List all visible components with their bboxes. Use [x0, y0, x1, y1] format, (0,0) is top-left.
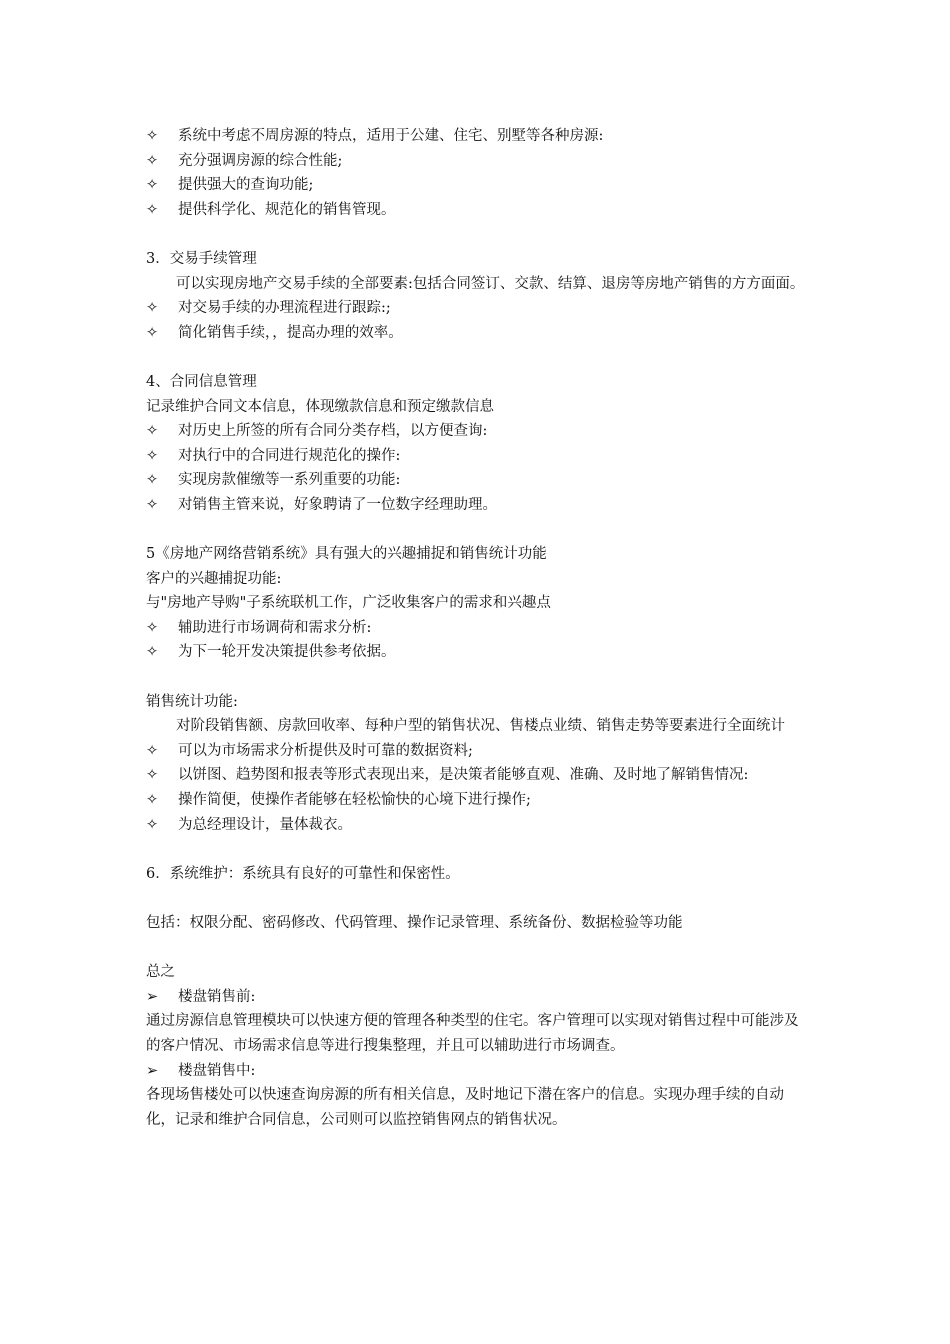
list-item — [146, 419, 810, 444]
diamond-bullet-icon: ✧ — [146, 324, 159, 341]
summary-heading: 总之 — [146, 964, 175, 981]
diamond-bullet-icon: ✧ — [146, 152, 159, 169]
list-item-text: 对交易手续的办理流程进行跟踪:; — [178, 300, 391, 317]
diamond-bullet-icon: ✧ — [146, 496, 159, 513]
diamond-bullet-icon: ✧ — [146, 644, 159, 661]
list-item — [146, 296, 810, 321]
document-page — [146, 124, 810, 1132]
list-item — [146, 493, 810, 518]
list-item — [146, 468, 810, 493]
section-6-paragraph: 包括：权限分配、密码修改、代码管理、操作记录管理、系统备份、数据检验等功能 — [146, 915, 683, 931]
list-item — [146, 813, 810, 838]
diamond-bullet-icon: ✧ — [146, 816, 159, 833]
diamond-bullet-icon: ✧ — [146, 619, 159, 636]
list-item-text: 简化销售手续，，提高办理的效率。 — [178, 324, 403, 341]
list-item-text: 系统中考虑不周房源的特点，适用于公建、住宅、别墅等各种房源: — [178, 128, 604, 144]
section-3-paragraph: 可以实现房地产交易手续的全部要素:包括合同签订、交款、结算、退房等房地产销售的方方面面。 — [176, 275, 805, 292]
summary-in-sale-paragraph: 各现场售楼处可以快速查询房源的所有相关信息，及时地记下潜在客户的信息。实现办理手续的自动化，记录和维护合同信息，公司则可以监控销售网点的销售状况。 — [146, 1087, 784, 1128]
diamond-bullet-icon: ✧ — [146, 128, 159, 144]
diamond-bullet-icon: ✧ — [146, 177, 159, 194]
list-item-text: 可以为市场需求分析提供及时可靠的数据资料; — [178, 742, 473, 759]
summary-pre-sale-paragraph: 通过房源信息管理模块可以快速方便的管理各种类型的住宅。客户管理可以实现对销售过程中可能涉及的客户情况、市场需求信息等进行搜集整理，并且可以辅助进行市场调查。 — [146, 1013, 799, 1054]
diamond-bullet-icon: ✧ — [146, 423, 159, 440]
list-item — [146, 321, 810, 346]
list-item-text: 楼盘销售前: — [178, 988, 256, 1005]
list-item — [146, 149, 810, 174]
interest-capture-heading: 客户的兴趣捕捉功能: — [146, 570, 282, 587]
list-item-text: 充分强调房源的综合性能; — [178, 152, 343, 169]
list-item-text: 为总经理设计，量体裁衣。 — [178, 816, 352, 833]
list-item-text: 为下一轮开发决策提供参考依据。 — [178, 644, 396, 661]
section-4-paragraph: 记录维护合同文本信息，体现缴款信息和预定缴款信息 — [146, 398, 494, 415]
diamond-bullet-icon: ✧ — [146, 767, 159, 784]
section-6-heading: 6．系统维护：系统具有良好的可靠性和保密性。 — [146, 865, 460, 882]
list-item-text: 楼盘销售中: — [178, 1062, 256, 1079]
section-5-heading: 5《房地产网络营销系统》具有强大的兴趣捕捉和销售统计功能 — [146, 546, 547, 563]
list-item — [146, 616, 810, 641]
list-item-text: 辅助进行市场调荷和需求分析: — [178, 619, 372, 636]
list-item — [146, 198, 810, 223]
diamond-bullet-icon: ✧ — [146, 201, 159, 218]
list-item-text: 以饼图、趋势图和报表等形式表现出来，是决策者能够直观、准确、及时地了解销售情况: — [178, 767, 749, 784]
list-item-text: 对执行中的合同进行规范化的操作: — [178, 447, 401, 464]
arrow-bullet-icon: ➢ — [146, 1062, 159, 1079]
diamond-bullet-icon: ✧ — [146, 472, 159, 489]
list-item — [146, 739, 810, 764]
list-item-text: 对销售主管来说，好象聘请了一位数字经理助理。 — [178, 496, 497, 513]
list-item — [146, 788, 810, 813]
section-4-heading: 4、合同信息管理 — [146, 373, 257, 390]
list-item — [146, 124, 810, 149]
list-item — [146, 763, 810, 788]
section-3-heading: 3．交易手续管理 — [146, 250, 257, 267]
list-item — [146, 1059, 810, 1084]
list-item — [146, 444, 810, 469]
list-item — [146, 173, 810, 198]
list-item — [146, 640, 810, 665]
interest-capture-paragraph: 与"房地产导购"子系统联机工作，广泛收集客户的需求和兴趣点 — [146, 595, 551, 612]
sales-stats-heading: 销售统计功能: — [146, 693, 238, 710]
diamond-bullet-icon: ✧ — [146, 792, 159, 809]
list-item-text: 对历史上所签的所有合同分类存档，以方便查询: — [178, 423, 488, 440]
list-item-text: 实现房款催缴等一系列重要的功能: — [178, 472, 401, 489]
list-item-text: 提供强大的查询功能; — [178, 177, 314, 194]
diamond-bullet-icon: ✧ — [146, 300, 159, 317]
arrow-bullet-icon: ➢ — [146, 988, 159, 1005]
sales-stats-paragraph: 对阶段销售额、房款回收率、每种户型的销售状况、售楼点业绩、销售走势等要素进行全面统计 — [176, 718, 785, 735]
list-item-text: 提供科学化、规范化的销售管现。 — [178, 201, 396, 218]
diamond-bullet-icon: ✧ — [146, 742, 159, 759]
list-item — [146, 985, 810, 1010]
list-item-text: 操作简便，使操作者能够在轻松愉快的心境下进行操作; — [178, 792, 531, 809]
diamond-bullet-icon: ✧ — [146, 447, 159, 464]
